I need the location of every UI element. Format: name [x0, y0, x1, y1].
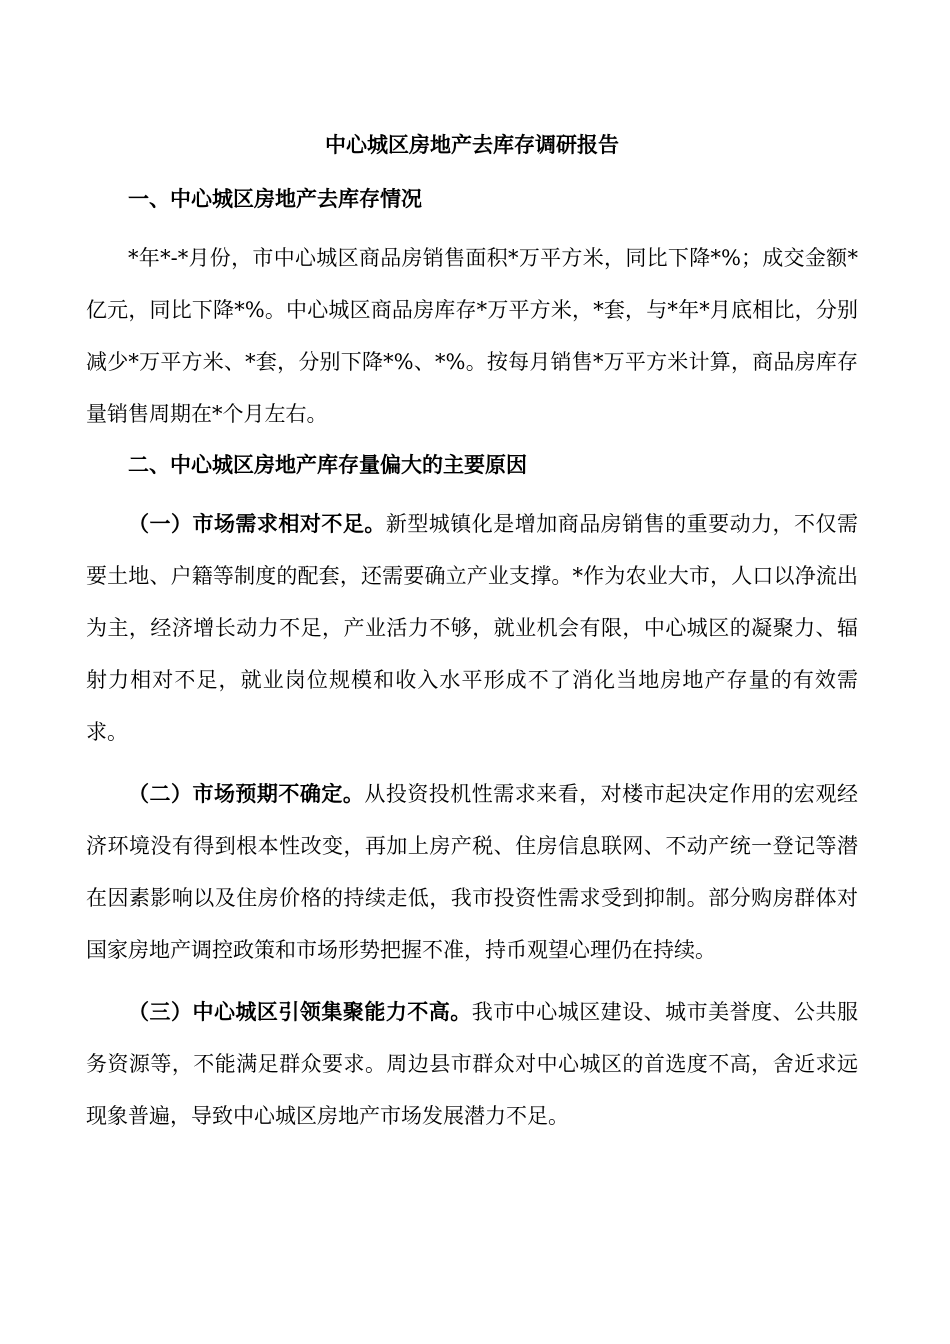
reason-paragraph-3 [86, 986, 858, 1142]
reason-paragraph-1 [86, 498, 858, 758]
section2-heading: 二、中心城区房地产库存量偏大的主要原因 [128, 452, 527, 477]
reason-body-3: 我市中心城区建设、城市美誉度、公共服务资源等，不能满足群众要求。周边县市群众对中心城区的首选度不高，舍近求远现象普遍，导致中心城区房地产市场发展潜力不足。 [86, 1000, 859, 1128]
reason-paragraph-2 [86, 768, 858, 976]
section1-heading: 一、中心城区房地产去库存情况 [128, 186, 422, 211]
document-page [86, 130, 858, 1152]
document-title: 中心城区房地产去库存调研报告 [325, 132, 619, 157]
reason-lead-1: （一）市场需求相对不足。 [128, 511, 386, 536]
reason-body-1: 新型城镇化是增加商品房销售的重要动力，不仅需要土地、户籍等制度的配套，还需要确立产业支撑。*作为农业大市，人口以净流出为主，经济增长动力不足，产业活力不够，就业机会有限，中心城区的凝聚力、辐射力相对不足，就业岗位规模和收入水平形成不了消化当地房地产存量的有效需求。 [86, 512, 859, 744]
reason-lead-3: （三）中心城区引领集聚能力不高。 [128, 999, 472, 1024]
reason-body-2: 从投资投机性需求来看，对楼市起决定作用的宏观经济环境没有得到根本性改变，再加上房产税、住房信息联网、不动产统一登记等潜在因素影响以及住房价格的持续走低，我市投资性需求受到抑制。部分购房群体对国家房地产调控政策和市场形势把握不准，持币观望心理仍在持续。 [86, 782, 859, 962]
section1-paragraph: *年*-*月份，市中心城区商品房销售面积*万平方米，同比下降*%；成交金额*亿元，同比下降*%。中心城区商品房库存*万平方米，*套，与*年*月底相比，分别减少*万平方米、*套，分别下降*%、*%。按每月销售*万平方米计算，商品房库存量销售周期在*个月左右。 [86, 246, 858, 426]
reason-lead-2: （二）市场预期不确定。 [128, 781, 365, 806]
